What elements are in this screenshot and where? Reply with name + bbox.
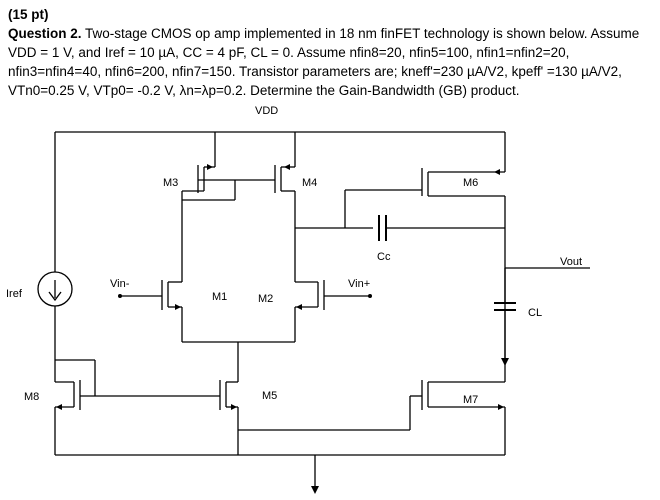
vin-plus-label: Vin+: [348, 278, 371, 290]
tail-node-wire: [182, 342, 295, 382]
question-line-3: nfin3=nfin4=40, nfin6=200, nfin7=150. Transistor parameters are; kneff'=230 µA/V2, kpeff' =130 µA/V2,: [8, 64, 622, 79]
iref-label: Iref: [6, 288, 22, 300]
ground-arrow-icon: [311, 486, 319, 494]
question-line-2: VDD = 1 V, and Iref = 10 µA, CC = 4 pF, CL = 0. Assume nfin8=20, nfin5=100, nfin1=nfin2=20,: [8, 45, 570, 60]
question-line-4: VTn0=0.25 V, VTp0= -0.2 V, λn=λp=0.2. Determine the Gain-Bandwidth (GB) product.: [8, 83, 520, 98]
m8-label: M8: [24, 391, 40, 403]
transistor-m3: [182, 132, 235, 282]
vin-minus-terminal: [118, 294, 122, 298]
m4-arrow-icon: [284, 164, 290, 170]
capacitor-cl: [494, 303, 516, 360]
capacitor-cc: [379, 215, 505, 241]
cl-label: CL: [528, 307, 543, 319]
transistor-m4: [235, 132, 295, 282]
m6-arrow-icon: [494, 169, 500, 175]
m7-label: M7: [463, 394, 479, 406]
transistor-m8: [55, 360, 220, 455]
transistor-m5: [220, 380, 238, 455]
m3-label: M3: [163, 177, 179, 189]
question-line-1-text: Two-stage CMOS op amp implemented in 18 nm finFET technology is shown below. Assume: [81, 26, 640, 41]
first-stage-output-wire: [295, 190, 422, 228]
vin-plus-terminal: [368, 294, 372, 298]
m2-label: M2: [258, 293, 274, 305]
vin-minus-label: Vin-: [110, 278, 130, 290]
cl-ground-arrow-icon: [501, 358, 509, 366]
transistor-m6: [422, 168, 505, 382]
m3-arrow-icon: [207, 164, 213, 170]
m7-arrow-icon: [498, 404, 504, 410]
m5-label: M5: [262, 390, 278, 402]
m1-label: M1: [212, 291, 228, 303]
m5-arrow-icon: [231, 404, 237, 410]
m8-arrow-icon: [56, 404, 62, 410]
iref-current-source: [38, 272, 72, 382]
output-node: [505, 268, 590, 303]
m2-arrow-icon: [296, 304, 302, 310]
question-title: Question 2.: [8, 26, 82, 41]
vdd-rail: [55, 132, 505, 272]
transistor-m7: [238, 380, 505, 455]
m4-label: M4: [302, 177, 318, 189]
points-label: (15 pt): [8, 7, 49, 22]
vout-label: Vout: [560, 256, 583, 268]
cc-label: Cc: [377, 251, 391, 263]
ground-rail: [55, 455, 505, 488]
m1-arrow-icon: [175, 304, 181, 310]
m6-label: M6: [463, 177, 479, 189]
vdd-label: VDD: [255, 105, 279, 117]
